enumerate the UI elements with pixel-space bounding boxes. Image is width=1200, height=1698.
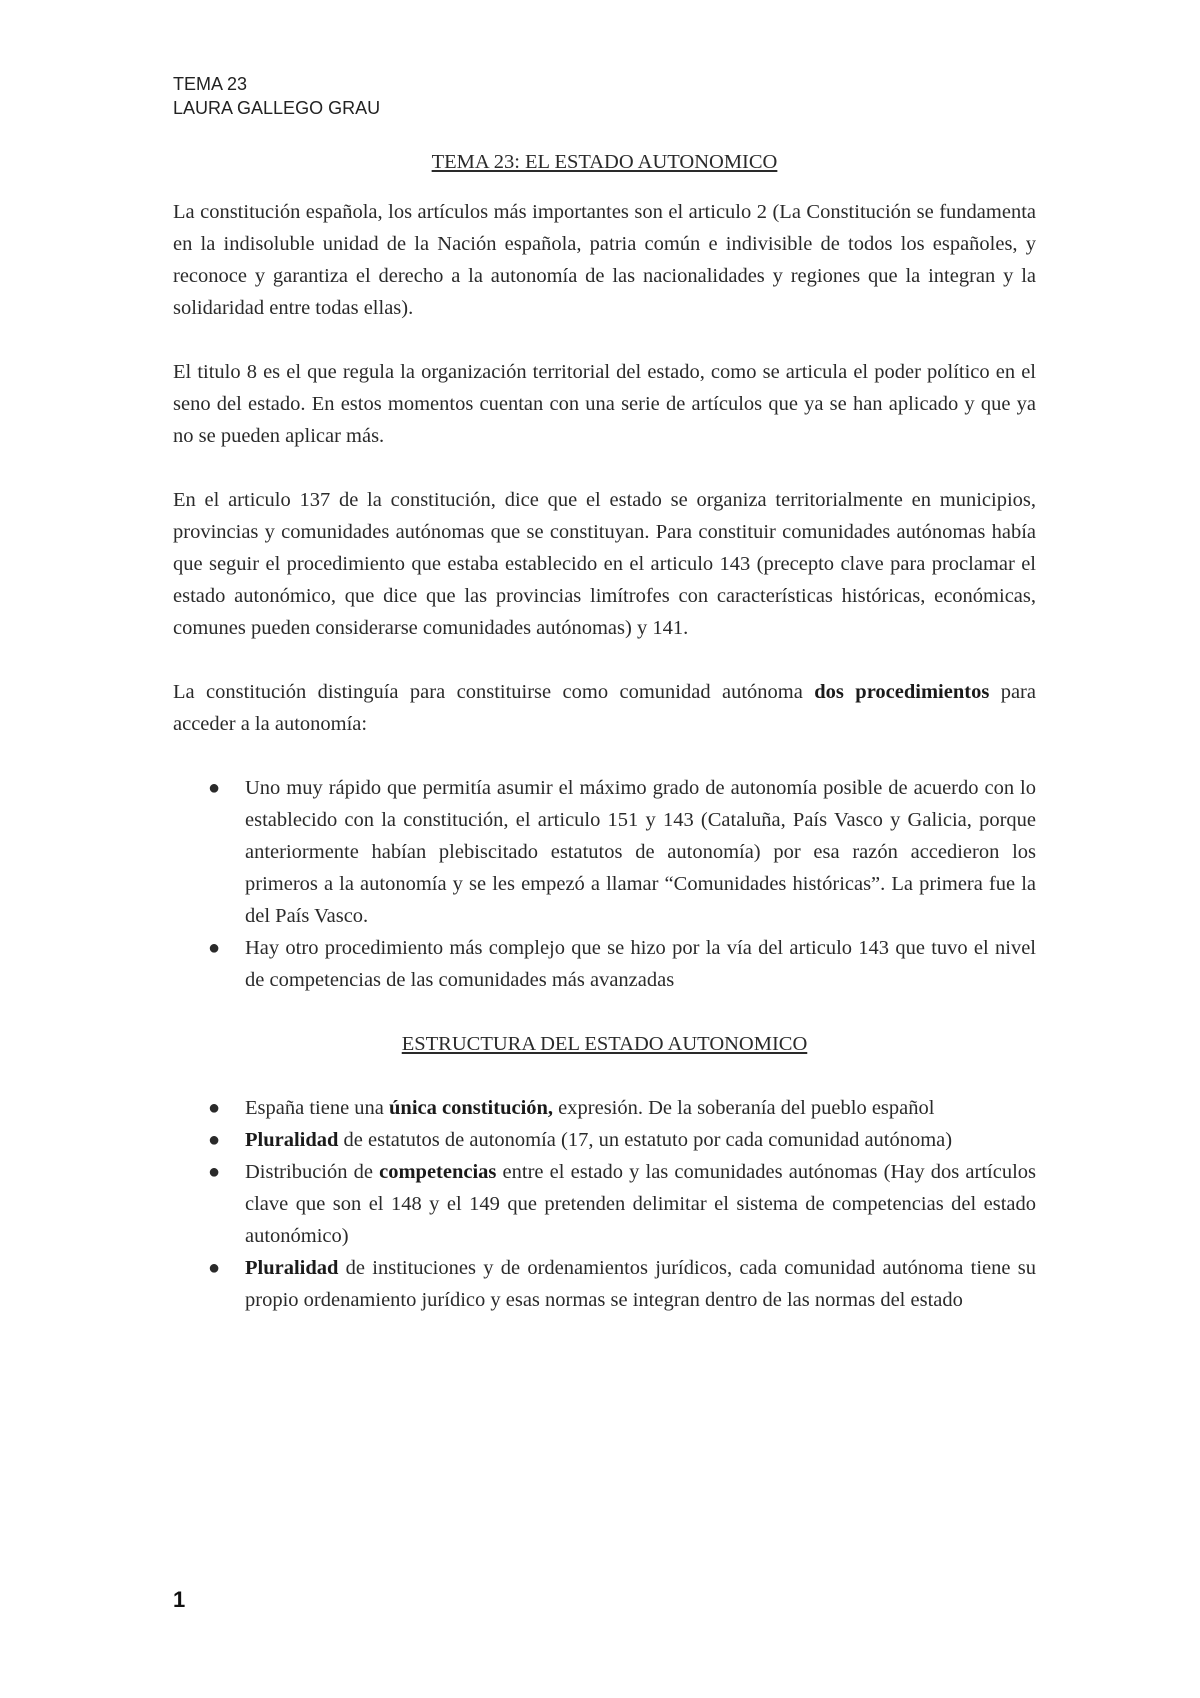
list-item xyxy=(173,1156,1036,1252)
procedures-list xyxy=(173,772,1036,996)
list-item-tail: expresión. De la soberanía del pueblo español xyxy=(553,1097,935,1119)
bullet-icon: ● xyxy=(208,1129,221,1151)
list-item-tail: de instituciones y de ordenamientos jurídicos, cada comunidad autónoma tiene su propio ordenamiento jurídico y esas normas se integran dentro de las normas del estado xyxy=(245,1257,1036,1311)
header-author: LAURA GALLEGO GRAU xyxy=(173,98,381,118)
document-title: TEMA 23: EL ESTADO AUTONOMICO xyxy=(431,151,778,173)
bullet-icon: ● xyxy=(208,1257,221,1279)
list-item xyxy=(173,772,1036,932)
bullet-icon: ● xyxy=(208,937,221,959)
list-item xyxy=(173,1124,1036,1156)
bullet-icon: ● xyxy=(208,777,221,799)
list-item-bold: competencias xyxy=(379,1161,497,1183)
paragraph-procedimientos-bold: dos procedimientos xyxy=(814,681,990,703)
list-item-bold: Pluralidad xyxy=(245,1129,339,1151)
structure-list xyxy=(173,1092,1036,1316)
paragraph-procedimientos xyxy=(173,676,1036,740)
list-item-bold: única constitución, xyxy=(389,1097,554,1119)
paragraph-titulo-8: El titulo 8 es el que regula la organización territorial del estado, como se articula el poder político en el seno del estado. En estos momentos cuentan con una serie de artículos que ya se han aplicado y que ya no se pueden aplicar más. xyxy=(173,361,1036,447)
paragraph-articulo-137: En el articulo 137 de la constitución, dice que el estado se organiza territorialmente en municipios, provincias y comunidades autónomas que se constituyan. Para constituir comunidades autónomas había que seguir el procedimiento que estaba establecido en el articulo 143 (precepto clave para proclamar el estado autonómico, que dice que las provincias limítrofes con características históricas, económicas, comunes pueden considerarse comunidades autónomas) y 141. xyxy=(173,489,1036,639)
list-item-text: Distribución de xyxy=(245,1161,380,1183)
list-item xyxy=(173,932,1036,996)
document-body xyxy=(173,146,1036,1348)
paragraph-procedimientos-tail: para acceder a la autonomía: xyxy=(173,681,1036,735)
list-item-tail: entre el estado y las comunidades autónomas (Hay dos artículos clave que son el 148 y el 149 que pretenden delimitar el sistema de competencias del estado autonómico) xyxy=(245,1161,1036,1247)
section-title: ESTRUCTURA DEL ESTADO AUTONOMICO xyxy=(401,1033,808,1055)
list-item-text: España tiene una xyxy=(245,1097,390,1119)
header-topic: TEMA 23 xyxy=(173,74,248,94)
paragraph-procedimientos-text: La constitución distinguía para constituirse como comunidad autónoma xyxy=(173,681,815,703)
list-item-text: Uno muy rápido que permitía asumir el máximo grado de autonomía posible de acuerdo con lo establecido con la constitución, el articulo 151 y 143 (Cataluña, País Vasco y Galicia, porque anteriormente habían plebiscitado estatutos de autonomía) por esa razón accedieron los primeros a la autonomía y se les empezó a llamar “Comunidades históricas”. La primera fue la del País Vasco. xyxy=(245,777,1036,927)
paragraph-constitution: La constitución española, los artículos más importantes son el articulo 2 (La Constitución se fundamenta en la indisoluble unidad de la Nación española, patria común e indivisible de todos los españoles, y reconoce y garantiza el derecho a la autonomía de las nacionalidades y regiones que la integran y la solidaridad entre todas ellas). xyxy=(173,201,1036,319)
page-header xyxy=(173,72,380,120)
list-item-bold: Pluralidad xyxy=(245,1257,339,1279)
list-item xyxy=(173,1252,1036,1316)
page-number: 1 xyxy=(173,1587,186,1612)
list-item-tail: de estatutos de autonomía (17, un estatuto por cada comunidad autónoma) xyxy=(338,1129,953,1151)
bullet-icon: ● xyxy=(208,1161,221,1183)
bullet-icon: ● xyxy=(208,1097,221,1119)
list-item xyxy=(173,1092,1036,1124)
list-item-text: Hay otro procedimiento más complejo que se hizo por la vía del articulo 143 que tuvo el nivel de competencias de las comunidades más avanzadas xyxy=(245,937,1036,991)
